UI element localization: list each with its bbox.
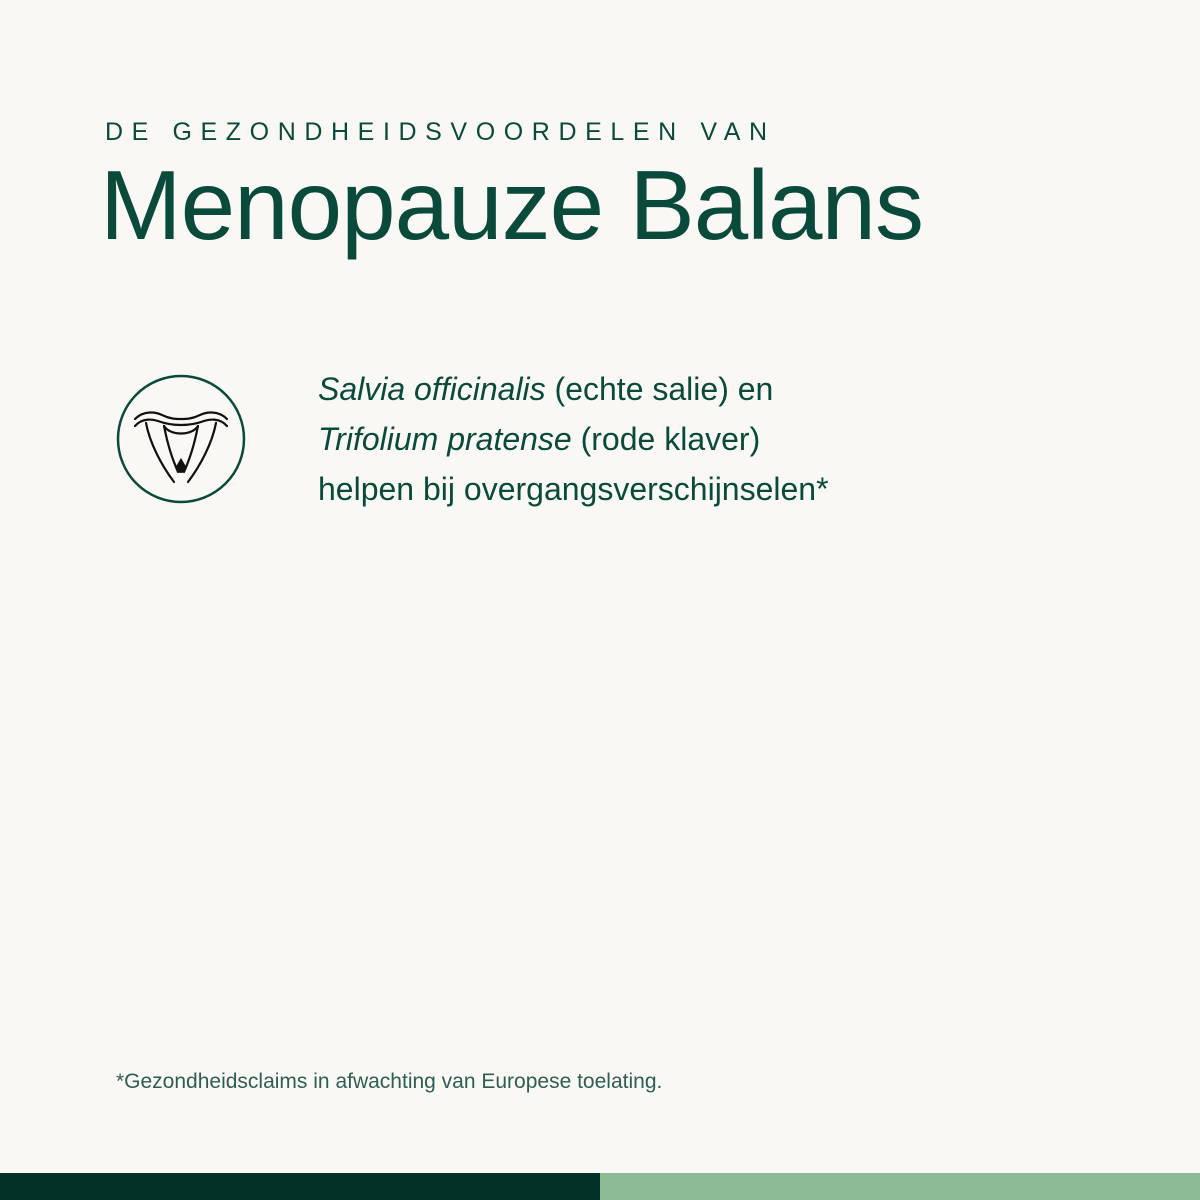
benefit-line-3: helpen bij overgangsverschijnselen* xyxy=(318,471,829,507)
trifolium-description: (rode klaver) xyxy=(571,421,761,457)
benefit-line-2 xyxy=(318,414,829,464)
benefit-line-1 xyxy=(318,364,829,414)
page-title: Menopauze Balans xyxy=(100,150,924,260)
footnote: *Gezondheidsclaims in afwachting van Europese toelating. xyxy=(116,1070,663,1093)
footer-bar-light xyxy=(600,1173,1200,1200)
trifolium-name: Trifolium pratense xyxy=(318,421,572,457)
benefit-description xyxy=(318,364,829,514)
uterus-icon xyxy=(116,374,246,504)
eyebrow-heading: DE GEZONDHEIDSVOORDELEN VAN xyxy=(105,118,776,146)
salvia-description: (echte salie) en xyxy=(545,371,774,407)
footer-bar-dark xyxy=(0,1173,600,1200)
salvia-name: Salvia officinalis xyxy=(318,371,546,407)
